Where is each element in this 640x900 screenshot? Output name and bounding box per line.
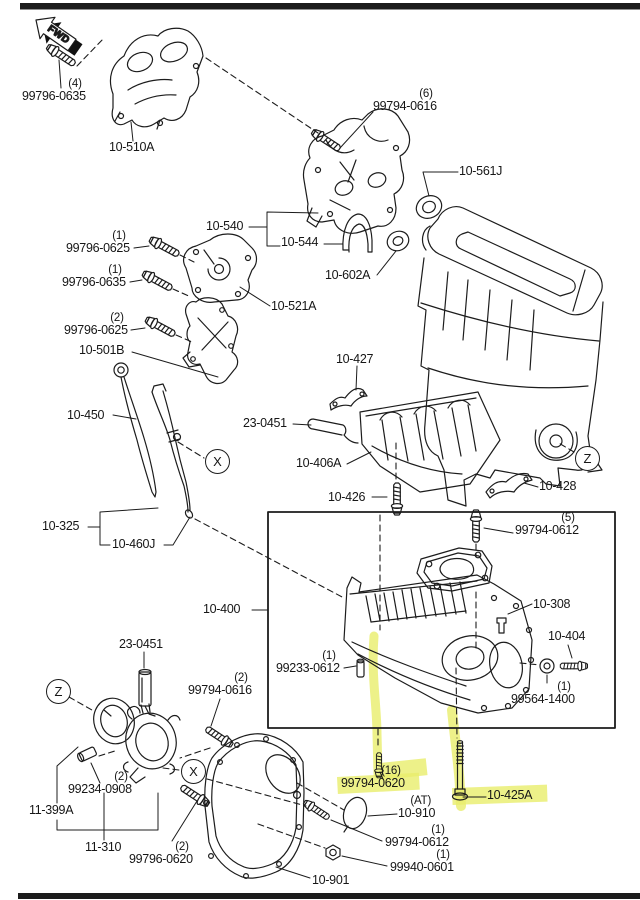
oil-pickup-pipe-23-0451 [308, 419, 358, 443]
bracket-10-427 [330, 388, 367, 410]
part-label-99234-0908-x2: (2) 99234-0908 [68, 771, 132, 796]
plug-10-910 [340, 794, 371, 832]
oil-baffle-10-406A [360, 392, 500, 492]
part-label-10-561J: 10-561J [459, 164, 503, 178]
zone-marker-z-right: Z [575, 446, 600, 471]
cover-10-501B [183, 298, 238, 384]
zone-marker-x-mid: X [205, 449, 230, 474]
part-label-99796-0625-x2: (2) 99796-0625 [64, 312, 128, 337]
oil-dipstick-10-450 [114, 363, 156, 497]
bolt-icon-99794-0612-5 [470, 510, 481, 542]
page-border-bottom [18, 893, 640, 899]
part-label-10-510A: 10-510A [109, 140, 155, 154]
part-label-99796-0635-x1: (1) 99796-0635 [62, 264, 126, 289]
timing-cover-upper-10-510A [110, 28, 203, 129]
part-label-10-325: 10-325 [42, 519, 80, 533]
zone-marker-x-bottom: X [181, 759, 206, 784]
part-label-99794-0612-x5: (5) 99794-0612 [515, 512, 579, 537]
oil-plug-10-308 [497, 618, 506, 633]
part-label-99794-0612-x1: (1) 99794-0612 [385, 824, 449, 849]
adapter-plate [417, 548, 492, 591]
part-label-99796-0620-x2: (2) 99796-0620 [129, 841, 193, 866]
dowel-99234-0908 [76, 747, 97, 763]
part-label-23-0451-bottom: 23-0451 [119, 637, 163, 651]
part-label-10-404: 10-404 [548, 629, 586, 643]
part-label-10-901: 10-901 [312, 873, 350, 887]
part-label-10-544: 10-544 [281, 235, 319, 249]
zone-marker-z-left: Z [46, 679, 71, 704]
bolt-icon-10-404 [560, 661, 587, 671]
part-label-10-910-AT: (AT) 10-910 [398, 795, 436, 820]
bolt-icon-99796-0625-2 [144, 314, 178, 339]
part-label-99233-0612-x1: (1) 99233-0612 [276, 650, 340, 675]
part-label-10-501B: 10-501B [79, 343, 125, 357]
part-label-10-602A: 10-602A [325, 268, 371, 282]
part-label-10-406A: 10-406A [296, 456, 342, 470]
part-label-10-427: 10-427 [336, 352, 374, 366]
part-label-10-540: 10-540 [206, 219, 244, 233]
page-border-top [20, 3, 640, 10]
bracket-10-428 [486, 473, 532, 498]
bolt-icon-99794-0612-1 [302, 798, 332, 822]
part-label-99940-0601-x1: (1) 99940-0601 [390, 849, 454, 874]
bolt-icon-99794-0616-2 [204, 724, 235, 749]
dowel-99233-0612 [357, 659, 364, 677]
part-label-10-425A-highlighted: 10-425A [487, 788, 533, 802]
part-label-23-0451-top: 23-0451 [243, 416, 287, 430]
part-label-99794-0620-x16-highlighted: (16) 99794-0620 [341, 765, 405, 790]
bolt-icon-10-426 [391, 483, 402, 515]
part-label-10-428: 10-428 [539, 479, 577, 493]
part-label-11-399A: 11-399A [29, 803, 74, 817]
cover-10-521A [184, 234, 257, 302]
seal-10-602A [384, 228, 412, 255]
nut-99940-0601 [326, 845, 340, 860]
bolt-icon-99796-0625-1 [148, 234, 182, 259]
end-plate-10-901 [204, 734, 308, 879]
washer-99564-1400 [540, 659, 554, 673]
part-label-10-426: 10-426 [328, 490, 366, 504]
part-label-10-521A: 10-521A [271, 299, 317, 313]
fwd-arrow-label: FWD [45, 23, 72, 47]
part-label-99564-1400-x1: (1) 99564-1400 [511, 681, 575, 706]
part-label-10-308: 10-308 [533, 597, 571, 611]
part-label-10-460J: 10-460J [112, 537, 156, 551]
part-label-11-310: 11-310 [85, 840, 122, 854]
part-label-10-450: 10-450 [67, 408, 105, 422]
dipstick-tube-10-460J [152, 384, 194, 519]
part-label-10-400: 10-400 [203, 602, 241, 616]
part-label-99796-0625-x1: (1) 99796-0625 [66, 230, 130, 255]
part-label-99794-0616-x6: (6) 99794-0616 [373, 88, 437, 113]
part-label-99794-0616-x2: (2) 99794-0616 [188, 672, 252, 697]
part-label-99796-0635-x4: (4) 99796-0635 [22, 78, 86, 103]
bolt-icon-99796-0635-1 [141, 268, 175, 293]
